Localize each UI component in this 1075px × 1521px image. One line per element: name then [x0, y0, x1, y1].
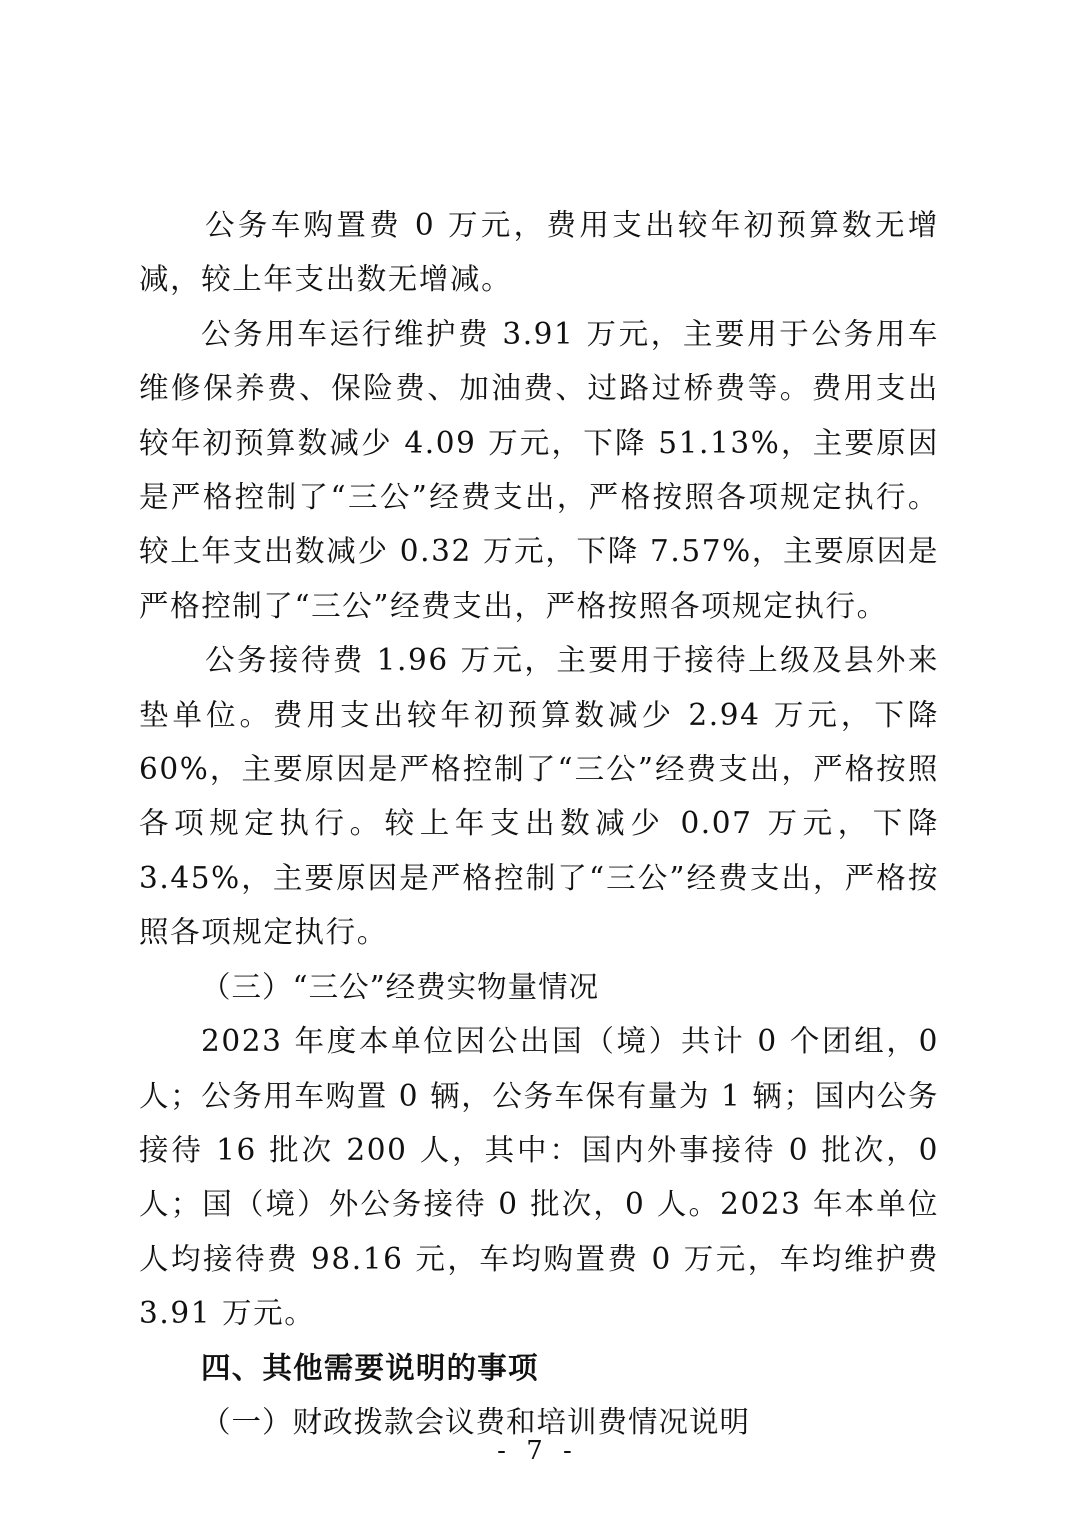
subheading-physical-quantity: （三）“三公”经费实物量情况: [201, 969, 600, 1004]
paragraph-reception-fee: 公务接待费 1.96 万元，主要用于接待上级及县外来垫单位。费用支出较年初预算数减少 2.94 万元，下降 60%，主要原因是严格控制了“三公”经费支出，严格按照各项规定执行。较上年支出数减少 0.07 万元，下降 3.45%，主要原因是严格控制了“三公”经费支出，严格按照各项规定执行。: [139, 643, 939, 950]
paragraph-vehicle-maintenance: 公务用车运行维护费 3.91 万元，主要用于公务用车维修保养费、保险费、加油费、过路过桥费等。费用支出较年初预算数减少 4.09 万元，下降 51.13%，主要原因是严格控制了“三公”经费支出，严格按照各项规定执行。较上年支出数减少 0.32 万元，下降 7.57%，主要原因是严格控制了“三公”经费支出，严格按照各项规定执行。: [139, 316, 939, 623]
paragraph-physical-quantity: 2023 年度本单位因公出国（境）共计 0 个团组，0 人；公务用车购置 0 辆，公务车保有量为 1 辆；国内公务接待 16 批次 200 人，其中：国内外事接待 0 批次，0 人；国（境）外公务接待 0 批次，0 人。2023 年本单位人均接待费 98.16 元，车均购置费 0 万元，车均维护费 3.91 万元。: [139, 1024, 939, 1331]
document-body: [139, 198, 939, 1449]
section-heading-other-matters: 四、其他需要说明的事项: [201, 1350, 539, 1385]
page-number: - 7 -: [497, 1436, 578, 1466]
subheading-meeting-training: （一）财政拨款会议费和培训费情况说明: [201, 1404, 751, 1439]
paragraph-vehicle-purchase: 公务车购置费 0 万元，费用支出较年初预算数无增减，较上年支出数无增减。: [139, 208, 939, 297]
